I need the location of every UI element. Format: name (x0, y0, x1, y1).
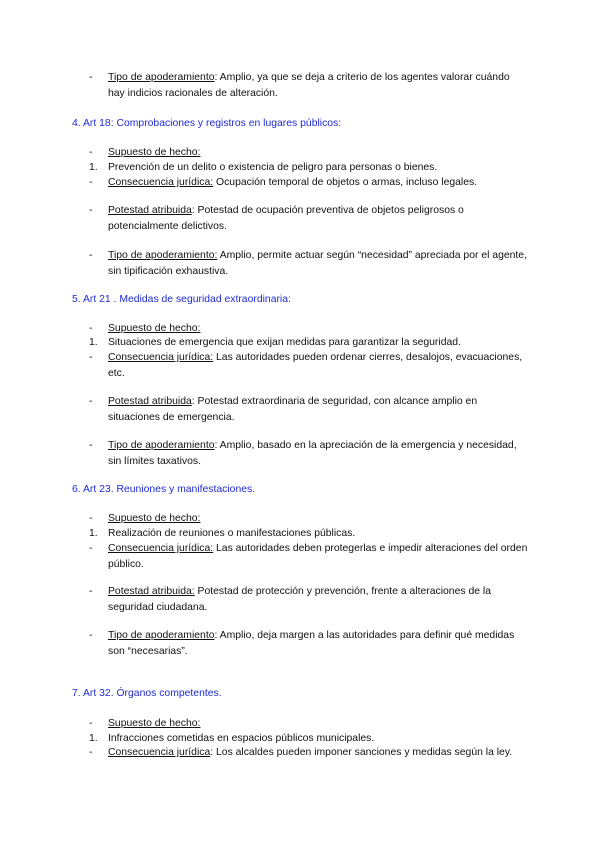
consecuencia-paragraph: Consecuencia jurídica: Ocupación temporal de objetos o armas, incluso legales. (108, 177, 478, 188)
section-heading: 6. Art 23. Reuniones y manifestaciones. (72, 484, 256, 495)
list-number: 1. (89, 337, 98, 348)
supuesto-text: Realización de reuniones o manifestaciones públicas. (108, 528, 356, 539)
intro-paragraph (108, 70, 528, 101)
potestad-paragraph: Potestad atribuida: Potestad de protección y prevención, frente a alteraciones de la seguridad ciudadana. (108, 586, 491, 613)
list-number: 1. (89, 162, 98, 173)
tipo-paragraph: Tipo de apoderamiento: Amplio, permite actuar según “necesidad” apreciada por el agente, sin tipificación exhaustiva. (108, 250, 527, 277)
list-number: 1. (89, 733, 98, 744)
list-dash: - (89, 718, 93, 729)
list-dash: - (89, 630, 93, 641)
list-dash: - (89, 543, 93, 554)
consecuencia-paragraph: Consecuencia jurídica: Las autoridades deben protegerlas e impedir alteraciones del orden público. (108, 543, 528, 570)
supuesto-text: Situaciones de emergencia que exijan medidas para garantizar la seguridad. (108, 337, 461, 348)
section-heading: 4. Art 18: Comprobaciones y registros en lugares públicos: (72, 118, 342, 129)
list-number: 1. (89, 528, 98, 539)
list-dash: - (89, 147, 93, 158)
tipo-paragraph: Tipo de apoderamiento: Amplio, basado en la apreciación de la emergencia y necesidad, sin límites taxativos. (108, 440, 517, 467)
potestad-paragraph: Potestad atribuida: Potestad extraordinaria de seguridad, con alcance amplio en situaciones de emergencia. (108, 396, 478, 423)
list-dash: - (89, 352, 93, 363)
tipo-paragraph: Tipo de apoderamiento: Amplio, deja margen a las autoridades para definir qué medidas son “necesarias”. (108, 630, 515, 657)
supuesto-text: Infracciones cometidas en espacios públicos municipales. (108, 733, 375, 744)
supuesto-label: Supuesto de hecho: (108, 323, 201, 334)
label: Tipo de apoderamiento (108, 72, 215, 83)
supuesto-label: Supuesto de hecho: (108, 513, 201, 524)
consecuencia-paragraph: Consecuencia jurídica: Los alcaldes pueden imponer sanciones y medidas según la ley. (108, 747, 513, 758)
list-dash: - (89, 396, 93, 407)
consecuencia-paragraph: Consecuencia jurídica: Las autoridades pueden ordenar cierres, desalojos, evacuaciones, etc. (108, 352, 523, 379)
list-dash: - (89, 177, 93, 188)
supuesto-text: Prevención de un delito o existencia de peligro para personas o bienes. (108, 162, 438, 173)
list-dash: - (89, 440, 93, 451)
potestad-paragraph: Potestad atribuida: Potestad de ocupación preventiva de objetos peligrosos o potencialmente delictivos. (108, 205, 464, 232)
list-dash: - (89, 586, 93, 597)
supuesto-label: Supuesto de hecho: (108, 718, 201, 729)
section-heading: 5. Art 21 . Medidas de seguridad extraordinaria: (72, 294, 291, 305)
list-dash: - (89, 205, 93, 216)
section-heading: 7. Art 32. Órganos competentes. (72, 688, 222, 699)
supuesto-label: Supuesto de hecho: (108, 147, 201, 158)
list-dash: - (89, 513, 93, 524)
list-dash: - (89, 250, 93, 261)
text: : Amplio, ya que se deja a criterio de los agentes valorar cuándo hay indicios racionales de alteración. (108, 72, 510, 99)
list-dash: - (89, 323, 93, 334)
list-dash: - (89, 747, 93, 758)
list-dash: - (89, 72, 93, 83)
